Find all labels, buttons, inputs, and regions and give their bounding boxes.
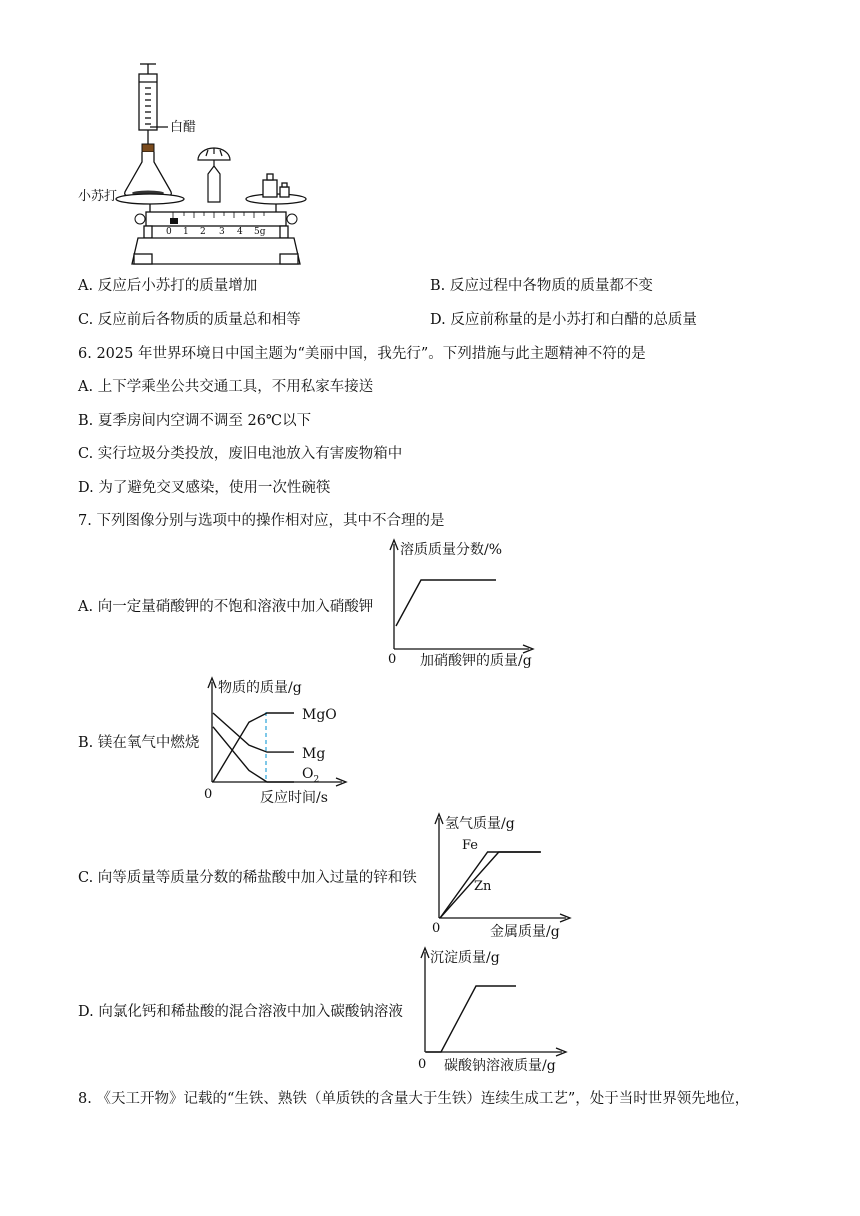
q5-option-a[interactable]: A. 反应后小苏打的质量增加 — [78, 278, 258, 294]
scale-tick-0: 0 — [166, 227, 172, 237]
right-pan-icon — [246, 174, 306, 212]
apparatus-figure — [78, 62, 308, 272]
chart-a-origin: 0 — [388, 652, 397, 667]
q5-option-c[interactable]: C. 反应前后各物质的质量总和相等 — [78, 312, 301, 328]
chart-d-origin: 0 — [418, 1057, 427, 1072]
q8-stem: 8. 《天工开物》记载的“生铁、熟铁（单质铁的含量大于生铁）连续生成工艺”，处于当时世界领先地位， — [78, 1091, 750, 1107]
chart-c-ylabel: 氢气质量/g — [445, 816, 515, 832]
chart-a-curve — [396, 580, 496, 626]
chart-b — [200, 674, 380, 808]
soda-label: 小苏打 — [78, 189, 118, 204]
chart-c — [428, 810, 598, 944]
chart-b-label-mg: Mg — [302, 746, 326, 762]
q6-option-b[interactable]: B. 夏季房间内空调不调至 26℃以下 — [78, 413, 312, 429]
flask-icon — [125, 144, 172, 196]
chart-b-curve-o2 — [213, 727, 294, 782]
q6-option-c[interactable]: C. 实行垃圾分类投放，废旧电池放入有害废物箱中 — [78, 446, 403, 462]
chart-c-label-zn: Zn — [474, 879, 492, 894]
balance-base — [132, 226, 300, 264]
scale-tick-4: 4 — [237, 227, 243, 237]
dial-icon — [198, 148, 230, 202]
chart-c-label-fe: Fe — [462, 838, 479, 853]
q6-stem: 6. 2025 年世界环境日中国主题为“美丽中国，我先行”。下列措施与此主题精神不符的是 — [78, 346, 646, 362]
chart-a — [384, 536, 564, 670]
chart-b-curve-mg — [213, 713, 294, 752]
q7-option-c[interactable]: C. 向等质量等质量分数的稀盐酸中加入过量的锌和铁 — [78, 870, 417, 886]
chart-b-ylabel: 物质的质量/g — [218, 680, 302, 696]
chart-b-label-o2: $O_2$ — [302, 766, 320, 785]
chart-d-xlabel: 碳酸钠溶液质量/g — [444, 1058, 556, 1074]
scale-beam — [135, 212, 297, 237]
q7-stem: 7. 下列图像分别与选项中的操作相对应，其中不合理的是 — [78, 513, 445, 529]
chart-b-o2-subscript: 2 — [313, 775, 320, 785]
chart-d-curve — [426, 986, 516, 1052]
chart-d — [414, 944, 594, 1078]
q5-option-b[interactable]: B. 反应过程中各物质的质量都不变 — [430, 278, 653, 294]
syringe-icon — [139, 64, 168, 144]
q5-option-d[interactable]: D. 反应前称量的是小苏打和白醋的总质量 — [430, 312, 697, 328]
q7-option-b[interactable]: B. 镁在氧气中燃烧 — [78, 735, 200, 751]
scale-tick-5: 5g — [254, 227, 266, 237]
chart-b-xlabel: 反应时间/s — [260, 790, 328, 806]
chart-d-ylabel: 沉淀质量/g — [430, 950, 500, 966]
scale-tick-1: 1 — [183, 227, 189, 237]
q6-option-d[interactable]: D. 为了避免交叉感染，使用一次性碗筷 — [78, 480, 331, 496]
q7-option-d[interactable]: D. 向氯化钙和稀盐酸的混合溶液中加入碳酸钠溶液 — [78, 1004, 403, 1020]
chart-c-origin: 0 — [432, 921, 441, 936]
scale-tick-2: 2 — [200, 227, 206, 237]
vinegar-label: 白醋 — [170, 120, 197, 135]
left-pan-icon — [116, 194, 184, 212]
chart-c-xlabel: 金属质量/g — [490, 924, 560, 940]
chart-b-origin: 0 — [204, 787, 213, 802]
q7-option-a[interactable]: A. 向一定量硝酸钾的不饱和溶液中加入硝酸钾 — [78, 599, 374, 615]
chart-b-label-mgo: MgO — [302, 707, 337, 723]
chart-a-xlabel: 加硝酸钾的质量/g — [420, 653, 532, 669]
chart-a-ylabel: 溶质质量分数/% — [400, 542, 503, 558]
scale-tick-3: 3 — [219, 227, 225, 237]
q6-option-a[interactable]: A. 上下学乘坐公共交通工具，不用私家车接送 — [78, 379, 374, 395]
